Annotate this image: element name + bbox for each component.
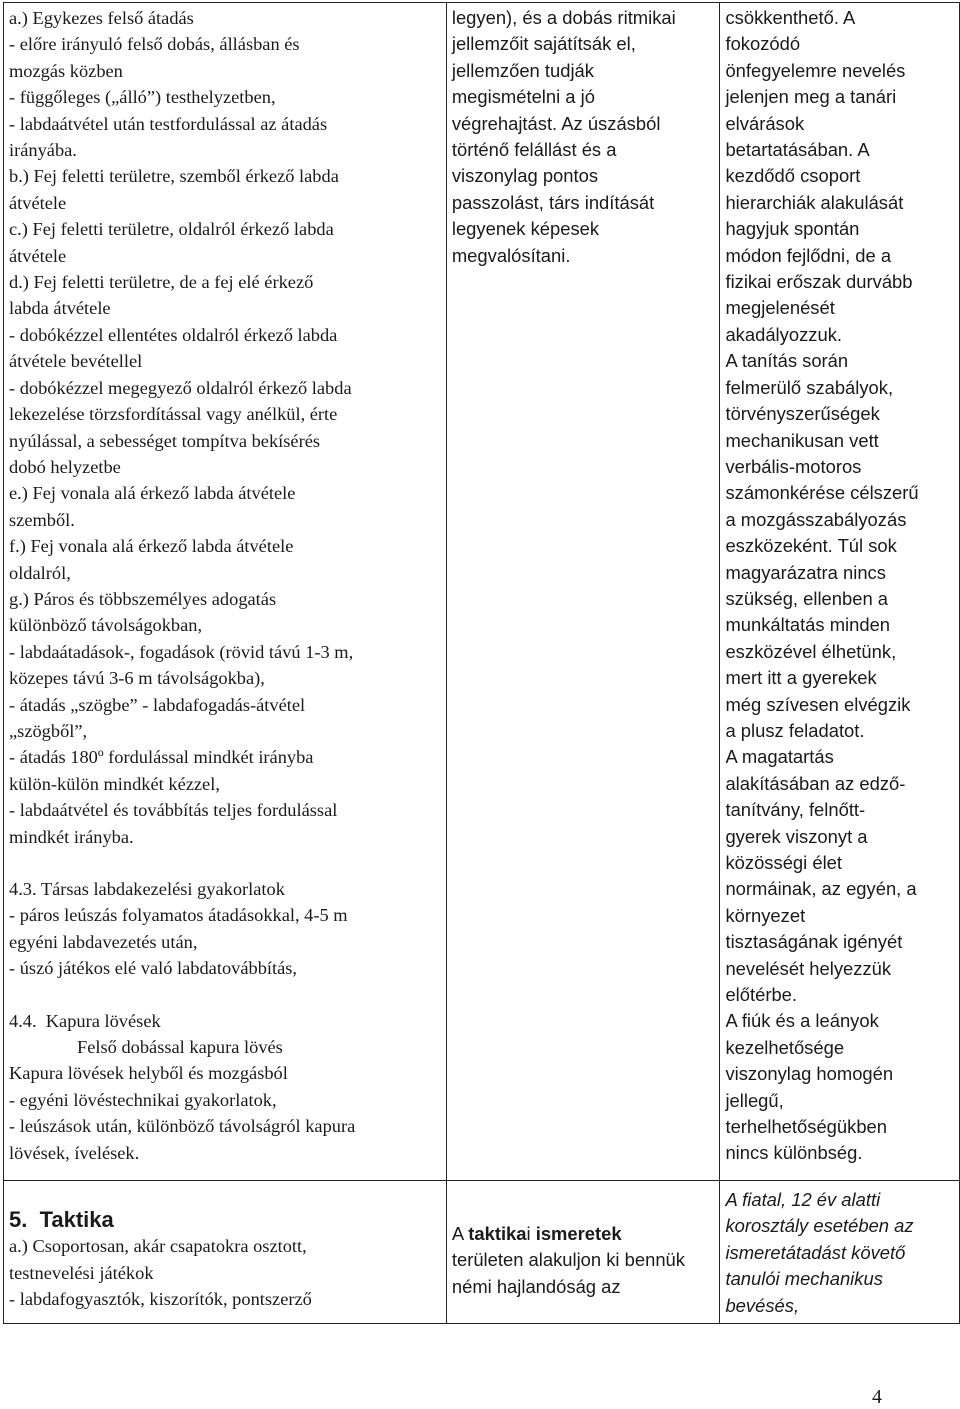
text-line: közösségi élet xyxy=(725,852,842,873)
text-line: előtérbe. xyxy=(725,984,798,1006)
text-line: történő felállást és a xyxy=(451,139,617,161)
text-line: magyarázatra nincs xyxy=(725,561,886,583)
tactics-requirements-lines xyxy=(452,1247,715,1300)
passing-exercises-list xyxy=(9,5,441,850)
text-line: ismeretátadást követő xyxy=(725,1241,906,1263)
section-4-4-title: 4.4. Kapura lövések xyxy=(9,1010,161,1031)
text-line: eszközeként. Túl sok xyxy=(725,535,897,557)
col-methods-tactics xyxy=(720,1181,960,1324)
text-bold-tactics: taktika xyxy=(468,1223,527,1244)
text-line: - függőleges („álló”) testhelyzetben, xyxy=(9,87,276,108)
text-line: normáinak, az egyén, a xyxy=(725,878,917,900)
text-line: - labdaátvétel és továbbítás teljes fordulással xyxy=(9,800,338,821)
text-line: különböző távolságokban, xyxy=(9,615,203,636)
text-line: közepes távú 3-6 m távolságokba), xyxy=(9,668,265,689)
text-line: területen alakuljon ki bennük xyxy=(451,1249,685,1271)
tactics-heading: 5. Taktika xyxy=(9,1207,114,1232)
text-line: a.) Csoportosan, akár csapatokra osztott, xyxy=(9,1236,307,1257)
text-line: nincs különbség. xyxy=(725,1142,863,1164)
text-line: módon fejlődni, de a xyxy=(725,244,892,266)
text-line: - átadás 180º fordulással mindkét irányba xyxy=(9,747,314,768)
text-line: - úszó játékos elé való labdatovábbítás, xyxy=(9,958,298,979)
section-4-4-lines xyxy=(9,1060,441,1166)
text-line: tisztaságának igényét xyxy=(725,931,903,953)
text-line: b.) Fej feletti területre, szemből érkező labda xyxy=(9,166,339,187)
text-line: betartatásában. A xyxy=(725,139,870,161)
text-line: gyerek viszonyt a xyxy=(725,825,868,847)
text-mid: i xyxy=(526,1223,536,1244)
text-bold-knowledge: ismeretek xyxy=(535,1223,622,1244)
text-line: e.) Fej vonala alá érkező labda átvétele xyxy=(9,483,296,504)
text-line: külön-külön mindkét kézzel, xyxy=(9,773,220,794)
text-line: - leúszások után, különböző távolságról kapura xyxy=(9,1116,356,1137)
text-line: tanulói mechanikus xyxy=(725,1268,883,1290)
text-line: - dobókézzel megegyező oldalról érkező labda xyxy=(9,377,352,398)
text-line: viszonylag pontos xyxy=(451,165,599,187)
text-line: tanítvány, felnőtt- xyxy=(725,799,866,821)
text-line: eszközével élhetünk, xyxy=(725,640,897,662)
text-line: környezet xyxy=(725,904,806,926)
requirements-text xyxy=(452,5,715,269)
text-line: mozgás közben xyxy=(9,60,123,81)
col-content xyxy=(4,3,447,1181)
text-line: kezdődő csoport xyxy=(725,165,861,187)
text-line: a mozgásszabályozás xyxy=(725,508,907,530)
text-line: terhelhetőségükben xyxy=(725,1116,888,1138)
text-line: A fiatal, 12 év alatti xyxy=(725,1189,881,1210)
text-line: jellemzően tudják xyxy=(451,59,594,81)
text-line: viszonylag homogén xyxy=(725,1063,894,1085)
text-line: A fiúk és a leányok xyxy=(725,1010,879,1032)
text-line: - labdafogyasztók, kiszorítók, pontszerző xyxy=(9,1289,312,1310)
text-line: oldalról, xyxy=(9,562,71,583)
text-line: fokozódó xyxy=(725,33,801,55)
curriculum-table xyxy=(3,2,960,1324)
text-line: számonkérése célszerű xyxy=(725,482,919,504)
text-line: egyéni labdavezetés után, xyxy=(9,931,198,952)
text-line: - páros leúszás folyamatos átadásokkal, 4-5 m xyxy=(9,905,348,926)
text-line: jellemzőit sajátítsák el, xyxy=(451,33,636,55)
text-line: átvétele bevétellel xyxy=(9,351,143,372)
table-row xyxy=(4,1181,960,1324)
text-line: - előre irányuló felső dobás, állásban és xyxy=(9,34,300,55)
text-line: jelenjen meg a tanári xyxy=(725,86,897,108)
col-requirements xyxy=(446,3,720,1181)
text-line: 4.3. Társas labdakezelési gyakorlatok xyxy=(9,879,285,899)
text-line: akadályozzuk. xyxy=(725,323,842,345)
section-4-4 xyxy=(9,1008,441,1166)
text-line: felmerülő szabályok, xyxy=(725,376,894,398)
text-line: verbális-motoros xyxy=(725,455,862,477)
text-line: lövések, ívelések. xyxy=(9,1142,140,1163)
text-line: A tanítás során xyxy=(725,350,849,372)
col-content-tactics xyxy=(4,1181,447,1324)
text-line: bevésés, xyxy=(725,1294,800,1316)
text-line: nyúlással, a sebességet tompítva bekísérés xyxy=(9,430,321,451)
text-line: még szívesen elvégzik xyxy=(725,693,911,715)
text-line: nevelését helyezzük xyxy=(725,957,892,979)
methods-text xyxy=(725,5,954,1167)
text-line: g.) Páros és többszemélyes adogatás xyxy=(9,588,277,609)
text-line: f.) Fej vonala alá érkező labda átvétele xyxy=(9,536,294,557)
text-line: hierarchiák alakulását xyxy=(725,191,904,213)
text-line: A magatartás xyxy=(725,746,834,768)
text-line: jellegű, xyxy=(725,1089,784,1111)
text-line: korosztály esetében az xyxy=(725,1215,914,1237)
text-line: lekezelése törzsfordítással vagy anélkül, érte xyxy=(9,404,338,425)
text-line: törvényszerűségek xyxy=(725,403,880,425)
text-line: megismételni a jó xyxy=(451,86,595,108)
text-line: önfegyelemre nevelés xyxy=(725,59,906,81)
text-line: átvétele xyxy=(9,192,67,213)
text-line: a plusz feladatot. xyxy=(725,719,865,741)
text-line: hagyjuk spontán xyxy=(725,218,860,240)
text-line: irányába. xyxy=(9,140,77,161)
text-line: Kapura lövések helyből és mozgásból xyxy=(9,1063,288,1084)
text-line: testnevelési játékok xyxy=(9,1262,154,1283)
text-line: mindkét irányba. xyxy=(9,826,134,847)
text-line: szükség, ellenben a xyxy=(725,587,889,609)
text-prefix: A xyxy=(451,1223,469,1244)
text-line: munkáltatás minden xyxy=(725,614,891,636)
text-line: - labdaátadások-, fogadások (rövid távú 1-3 m, xyxy=(9,641,354,662)
tactics-methods-lines xyxy=(725,1187,954,1319)
tactics-knowledge-line xyxy=(452,1221,715,1247)
section-4-3 xyxy=(9,876,441,982)
text-line: legyenek képesek xyxy=(451,218,600,240)
text-line: legyen), és a dobás ritmikai xyxy=(451,7,676,28)
text-line: mechanikusan vett xyxy=(725,429,879,451)
text-line: „szögből”, xyxy=(9,720,88,741)
text-line: megjelenését xyxy=(725,297,835,319)
text-line: fizikai erőszak durvább xyxy=(725,271,913,293)
tactics-lines xyxy=(9,1233,441,1312)
text-line: elvárások xyxy=(725,112,805,134)
text-line: szemből. xyxy=(9,509,75,530)
text-line: dobó helyzetbe xyxy=(9,456,121,477)
text-line: némi hajlandóság az xyxy=(451,1275,621,1297)
text-line: - dobókézzel ellentétes oldalról érkező labda xyxy=(9,324,338,345)
table-row xyxy=(4,3,960,1181)
text-line: végrehajtást. Az úszásból xyxy=(451,112,661,134)
text-line: mert itt a gyerekek xyxy=(725,667,877,689)
col-methods xyxy=(720,3,960,1181)
section-4-4-subtitle: Felső dobással kapura lövés xyxy=(77,1037,283,1058)
text-line: a.) Egykezes felső átadás xyxy=(9,8,194,28)
text-line: megvalósítani. xyxy=(451,244,571,266)
text-line: c.) Fej feletti területre, oldalról érkező labda xyxy=(9,219,334,240)
col-requirements-tactics xyxy=(446,1181,720,1324)
text-line: passzolást, társ indítását xyxy=(451,191,655,213)
text-line: - átadás „szögbe” - labdafogadás-átvétel xyxy=(9,694,306,715)
text-line: - labdaátvétel után testfordulással az átadás xyxy=(9,113,328,134)
text-line: alakításában az edző- xyxy=(725,772,906,794)
text-line: csökkenthető. A xyxy=(725,7,856,28)
text-line: - egyéni lövéstechnikai gyakorlatok, xyxy=(9,1089,277,1110)
text-line: kezelhetősége xyxy=(725,1036,845,1058)
text-line: labda átvétele xyxy=(9,298,111,319)
page-number: 4 xyxy=(872,1386,882,1408)
text-line: átvétele xyxy=(9,245,67,266)
text-line: d.) Fej feletti területre, de a fej elé érkező xyxy=(9,272,314,293)
